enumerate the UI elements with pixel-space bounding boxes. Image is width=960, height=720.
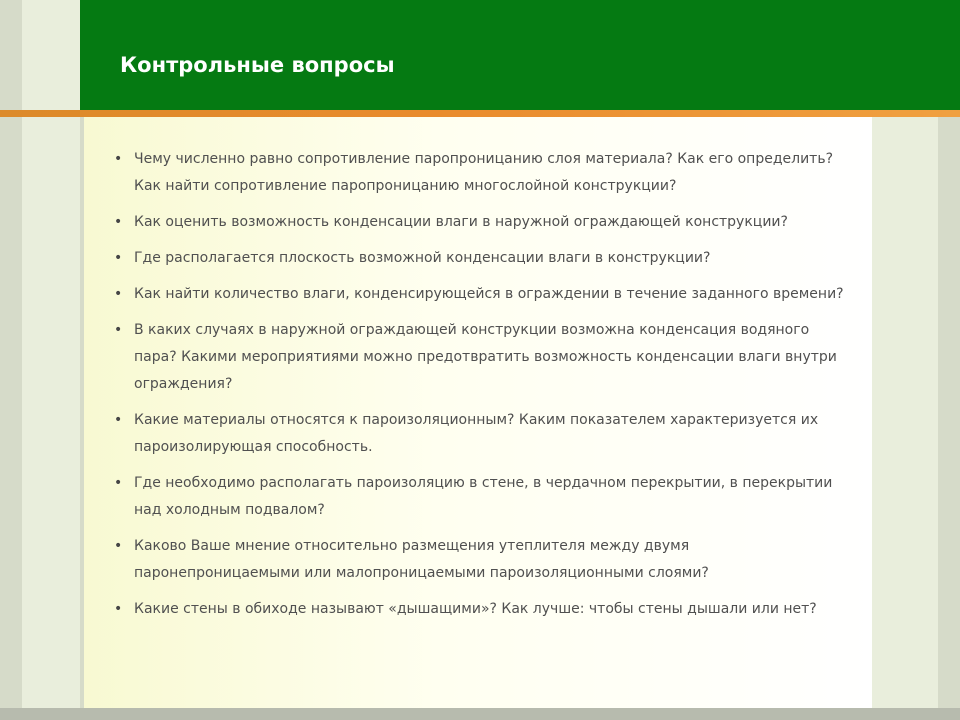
question-text: Какие стены в обиходе называют «дышащими»? Как лучше: чтобы стены дышали или нет? — [134, 601, 817, 617]
question-text: Какие материалы относятся к пароизоляционным? Каким показателем характеризуется их пароизолирующая способность. — [134, 412, 819, 455]
question-text: В каких случаях в наружной ограждающей конструкции возможна конденсация водяного пара? Какими мероприятиями можно предотвратить возможность конденсации влаги внутри ограждения? — [134, 322, 837, 392]
slide-title: Контрольные вопросы — [120, 53, 395, 77]
bullet-icon: • — [114, 214, 123, 230]
bullet-icon: • — [114, 250, 123, 266]
list-item — [114, 317, 854, 398]
question-text: Каково Ваше мнение относительно размещения утеплителя между двумя паронепроницаемыми или малопроницаемыми пароизоляционными слоями? — [134, 538, 709, 581]
question-text: Как найти количество влаги, конденсирующейся в ограждении в течение заданного времени? — [134, 286, 844, 302]
list-item — [114, 407, 854, 461]
question-text: Как оценить возможность конденсации влаги в наружной ограждающей конструкции? — [134, 214, 788, 230]
question-text: Где располагается плоскость возможной конденсации влаги в конструкции? — [134, 250, 711, 266]
bullet-icon: • — [114, 475, 123, 491]
list-item — [114, 209, 854, 236]
list-item — [114, 281, 854, 308]
bullet-icon: • — [114, 322, 123, 338]
list-item — [114, 533, 854, 587]
bullet-icon: • — [114, 151, 123, 167]
bullet-icon: • — [114, 286, 123, 302]
question-text: Чему численно равно сопротивление паропроницанию слоя материала? Как его определить? Как найти сопротивление паропроницанию многослойной конструкции? — [134, 151, 834, 194]
accent-divider — [0, 110, 960, 117]
left-decor-band — [22, 0, 80, 720]
bullet-icon: • — [114, 538, 123, 554]
question-text: Где необходимо располагать пароизоляцию в стене, в чердачном перекрытии, в перекрытии над холодным подвалом? — [134, 475, 833, 518]
list-item — [114, 245, 854, 272]
list-item — [114, 596, 854, 623]
list-item — [114, 146, 854, 200]
list-item — [114, 470, 854, 524]
bottom-bar — [0, 708, 960, 720]
bullet-icon: • — [114, 601, 123, 617]
questions-list — [114, 146, 854, 632]
bullet-icon: • — [114, 412, 123, 428]
